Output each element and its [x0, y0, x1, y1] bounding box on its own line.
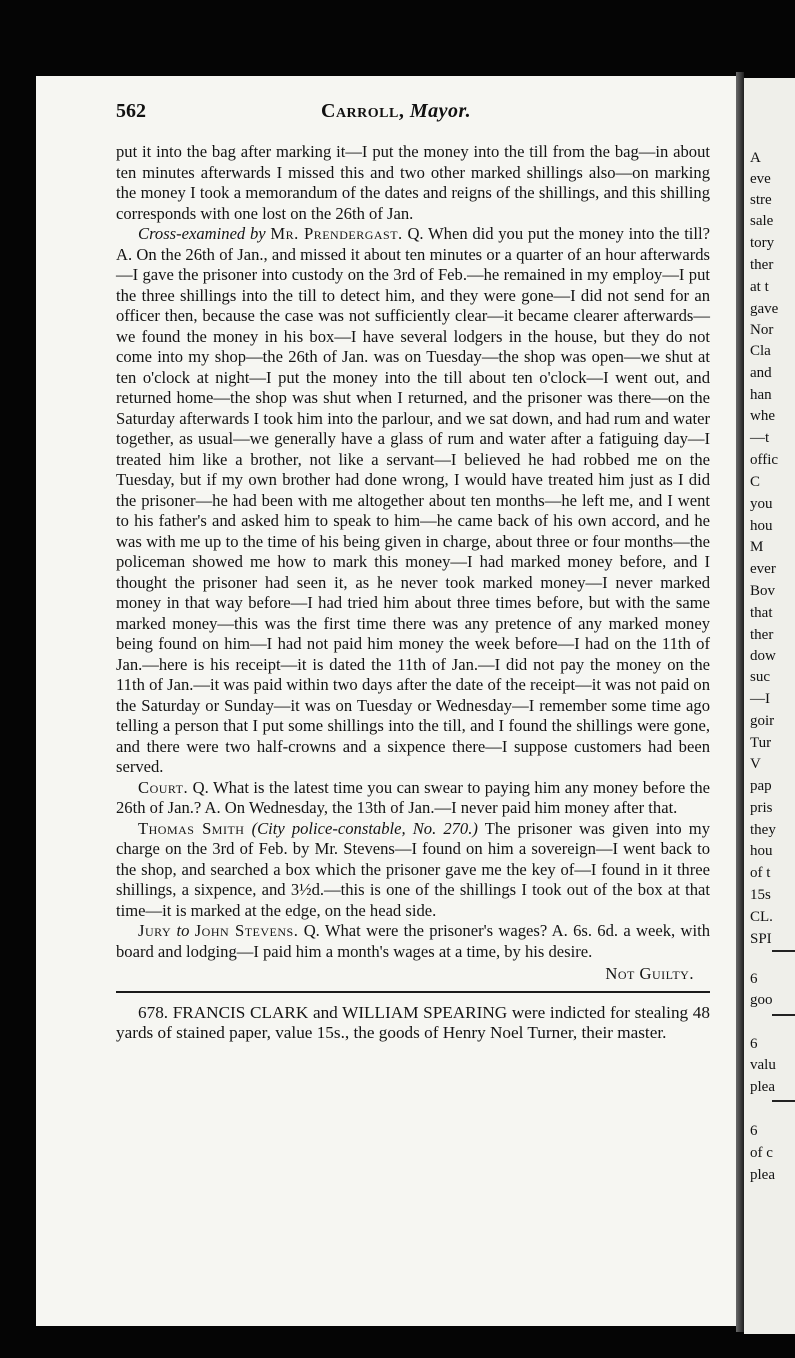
adjacent-page-fragment: M — [750, 539, 764, 555]
counsel-name: Mr. Prendergast. — [270, 224, 403, 243]
jury-to: to — [176, 921, 190, 940]
adjacent-page-rule — [772, 1100, 795, 1102]
section-rule — [116, 991, 710, 993]
adjacent-page-fragment: of t — [750, 865, 771, 881]
adjacent-page-fragment: 15s — [750, 887, 771, 903]
adjacent-page-fragment: Bov — [750, 583, 776, 599]
adjacent-page-fragment: and — [750, 365, 772, 381]
adjacent-page-fragment: SPI — [750, 931, 772, 947]
adjacent-page-fragment: —t — [750, 430, 770, 446]
adjacent-page-fragment: of c — [750, 1145, 773, 1161]
adjacent-page-fragment: pris — [750, 800, 773, 816]
adjacent-page-fragment: goo — [750, 992, 773, 1008]
adjacent-page-fragment: goir — [750, 713, 775, 729]
jury-addressee: John Stevens. — [194, 921, 299, 940]
court-text: Q. What is the latest time you can swear to paying him any money before the 26th of Jan.? A. On Wednesday, the 13th of Jan.—I never paid him money after that. — [116, 777, 710, 817]
running-title — [321, 100, 471, 123]
adjacent-page-fragment: eve — [750, 171, 771, 187]
paragraph-continuation: put it into the bag after marking it—I put the money into the till from the bag—in about ten minutes afterwards I missed this and two other marked shillings also—on marking the money I took a memorandum of the dates and reigns of the shillings, and this shilling corresponds with one lost on the 26th of Jan. — [116, 142, 710, 223]
paragraph-cross-examination — [116, 224, 710, 778]
jury-speaker: Jury — [138, 921, 172, 940]
adjacent-page-fragment: they — [750, 822, 776, 838]
adjacent-page-fragment: 6 — [750, 1036, 758, 1052]
verdict: Not Guilty. — [605, 964, 694, 983]
cross-examination-text: Q. When did you put the money into the till? A. On the 26th of Jan., and missed it about ten minutes or a quarter of an hour afterwards—I gave the prisoner into custody on the 3rd of Feb.—he remained in my employ—I put the three shillings into the till to detect him, and they were gone—I did not send for an officer then, because the case was not sufficiently clear—it became clearer afterwards—we found the money in his box—I have several lodgers in the house, but they do not come into my shop—the 26th of Jan. was on Tuesday—the shop was open—we shut at ten o'clock at night—I put the money into the till about ten o'clock—I went out, and returned home—the shop was shut when I returned, and the prisoner was there—on the Saturday afterwards I took him into the parlour, and we sat down, and had rum and water together, as usual—we generally have a glass of rum and water after a fatiguing day—I treated him like a brother, not like a servant—I believed he had robbed me on the Tuesday, but if my own brother had done wrong, I would have treated him just as I did the prisoner—he had been with me altogether about ten months—he left me, and I went to his father's and asked him to speak to him—he came back of his own accord, and he was with me up to the time of his being given in charge, about three or four months—the policeman showed me how to mark this money—I had marked money before, and I thought the prisoner had seen it, as he never took marked money—I never marked money in that way before—I had tried him about three times before, but with the same marked money—this was the first time there was any pretence of any marked money being found on him—I had not paid him money the week before—I had on the 11th of Jan.—here is his receipt—it is dated the 11th of Jan.—I did not pay the money on the 11th of Jan.—it was paid within two days after the date of the receipt—it was not paid on the Saturday or Sunday—it was on Tuesday or Wednesday—I remember some time ago telling a person that I put some shillings into the till, and I found the shillings were gone, and there were two half-crowns and a sixpence there—I suppose customers had been served. — [116, 224, 711, 776]
adjacent-page-fragment: CL. — [750, 909, 773, 925]
adjacent-page-fragment: hou — [750, 518, 773, 534]
adjacent-page-fragment: offic — [750, 452, 779, 468]
page-header — [116, 100, 696, 128]
witness-text: The prisoner was given into my charge on the 3rd of Feb. by Mr. Stevens—I found on him a sovereign—I went back to the shop, and searched a box which the prisoner gave me the key of—I found in it three shillings, a sixpence, and 3½d.—this is one of the shillings I took out of the box at that time—it is marked at the edge, on the head side. — [116, 818, 710, 920]
page-body — [116, 142, 710, 1044]
adjacent-page-fragment: Tur — [750, 735, 772, 751]
running-title-role: Mayor. — [409, 100, 472, 122]
paragraph-witness-smith — [116, 819, 710, 922]
paragraph-court — [116, 778, 710, 819]
adjacent-page-rule — [772, 1014, 795, 1016]
book-binding — [736, 72, 744, 1332]
adjacent-page-fragment: at t — [750, 279, 769, 295]
paragraph-jury — [116, 921, 710, 962]
adjacent-page-fragment: —I — [750, 691, 770, 707]
adjacent-page-fragment: suc — [750, 669, 770, 685]
adjacent-page-fragment: ther — [750, 627, 774, 643]
adjacent-page-fragment: A — [750, 150, 761, 166]
adjacent-page-fragment: plea — [750, 1079, 775, 1095]
adjacent-page-fragment: Nor — [750, 322, 774, 338]
adjacent-page-edge — [744, 78, 795, 1334]
adjacent-page-fragment: you — [750, 496, 773, 512]
case-heading: 678. FRANCIS CLARK and WILLIAM SPEARING were indicted for stealing 48 yards of stained paper, value 15s., the goods of Henry Noel Turner, their master. — [116, 1002, 710, 1042]
adjacent-page-fragment: pap — [750, 778, 772, 794]
adjacent-page-fragment: valu — [750, 1057, 776, 1073]
adjacent-page-fragment: stre — [750, 192, 772, 208]
adjacent-page-fragment: tory — [750, 235, 775, 251]
adjacent-page-fragment: V — [750, 756, 761, 772]
adjacent-page-fragment: ever — [750, 561, 776, 577]
adjacent-page-fragment: that — [750, 605, 773, 621]
running-title-name: Carroll, — [321, 100, 405, 122]
adjacent-page-fragment: C — [750, 474, 761, 490]
jury-text: Q. What were the prisoner's wages? A. 6s. 6d. a week, with board and lodging—I paid him a month's wages at a time, by his desire. — [116, 921, 711, 961]
adjacent-page-fragment: han — [750, 387, 772, 403]
adjacent-page-fragment: Cla — [750, 343, 771, 359]
adjacent-page-fragment: 6 — [750, 971, 758, 987]
witness-role: (City police-constable, No. 270.) — [251, 818, 478, 838]
adjacent-page-fragment: sale — [750, 213, 774, 229]
adjacent-page-fragment: hou — [750, 843, 773, 859]
adjacent-page-fragment: whe — [750, 408, 775, 424]
adjacent-page-fragment: dow — [750, 648, 776, 664]
adjacent-page-fragment: 6 — [750, 1123, 758, 1139]
adjacent-page-rule — [772, 950, 795, 952]
court-speaker: Court. — [138, 777, 189, 797]
cross-examined-label: Cross-examined by — [138, 224, 266, 243]
adjacent-page-fragment: ther — [750, 257, 774, 273]
witness-name: Thomas Smith — [138, 818, 245, 838]
adjacent-page-fragment: plea — [750, 1167, 775, 1183]
adjacent-page-fragment: gave — [750, 301, 779, 317]
page-number: 562 — [116, 100, 146, 122]
